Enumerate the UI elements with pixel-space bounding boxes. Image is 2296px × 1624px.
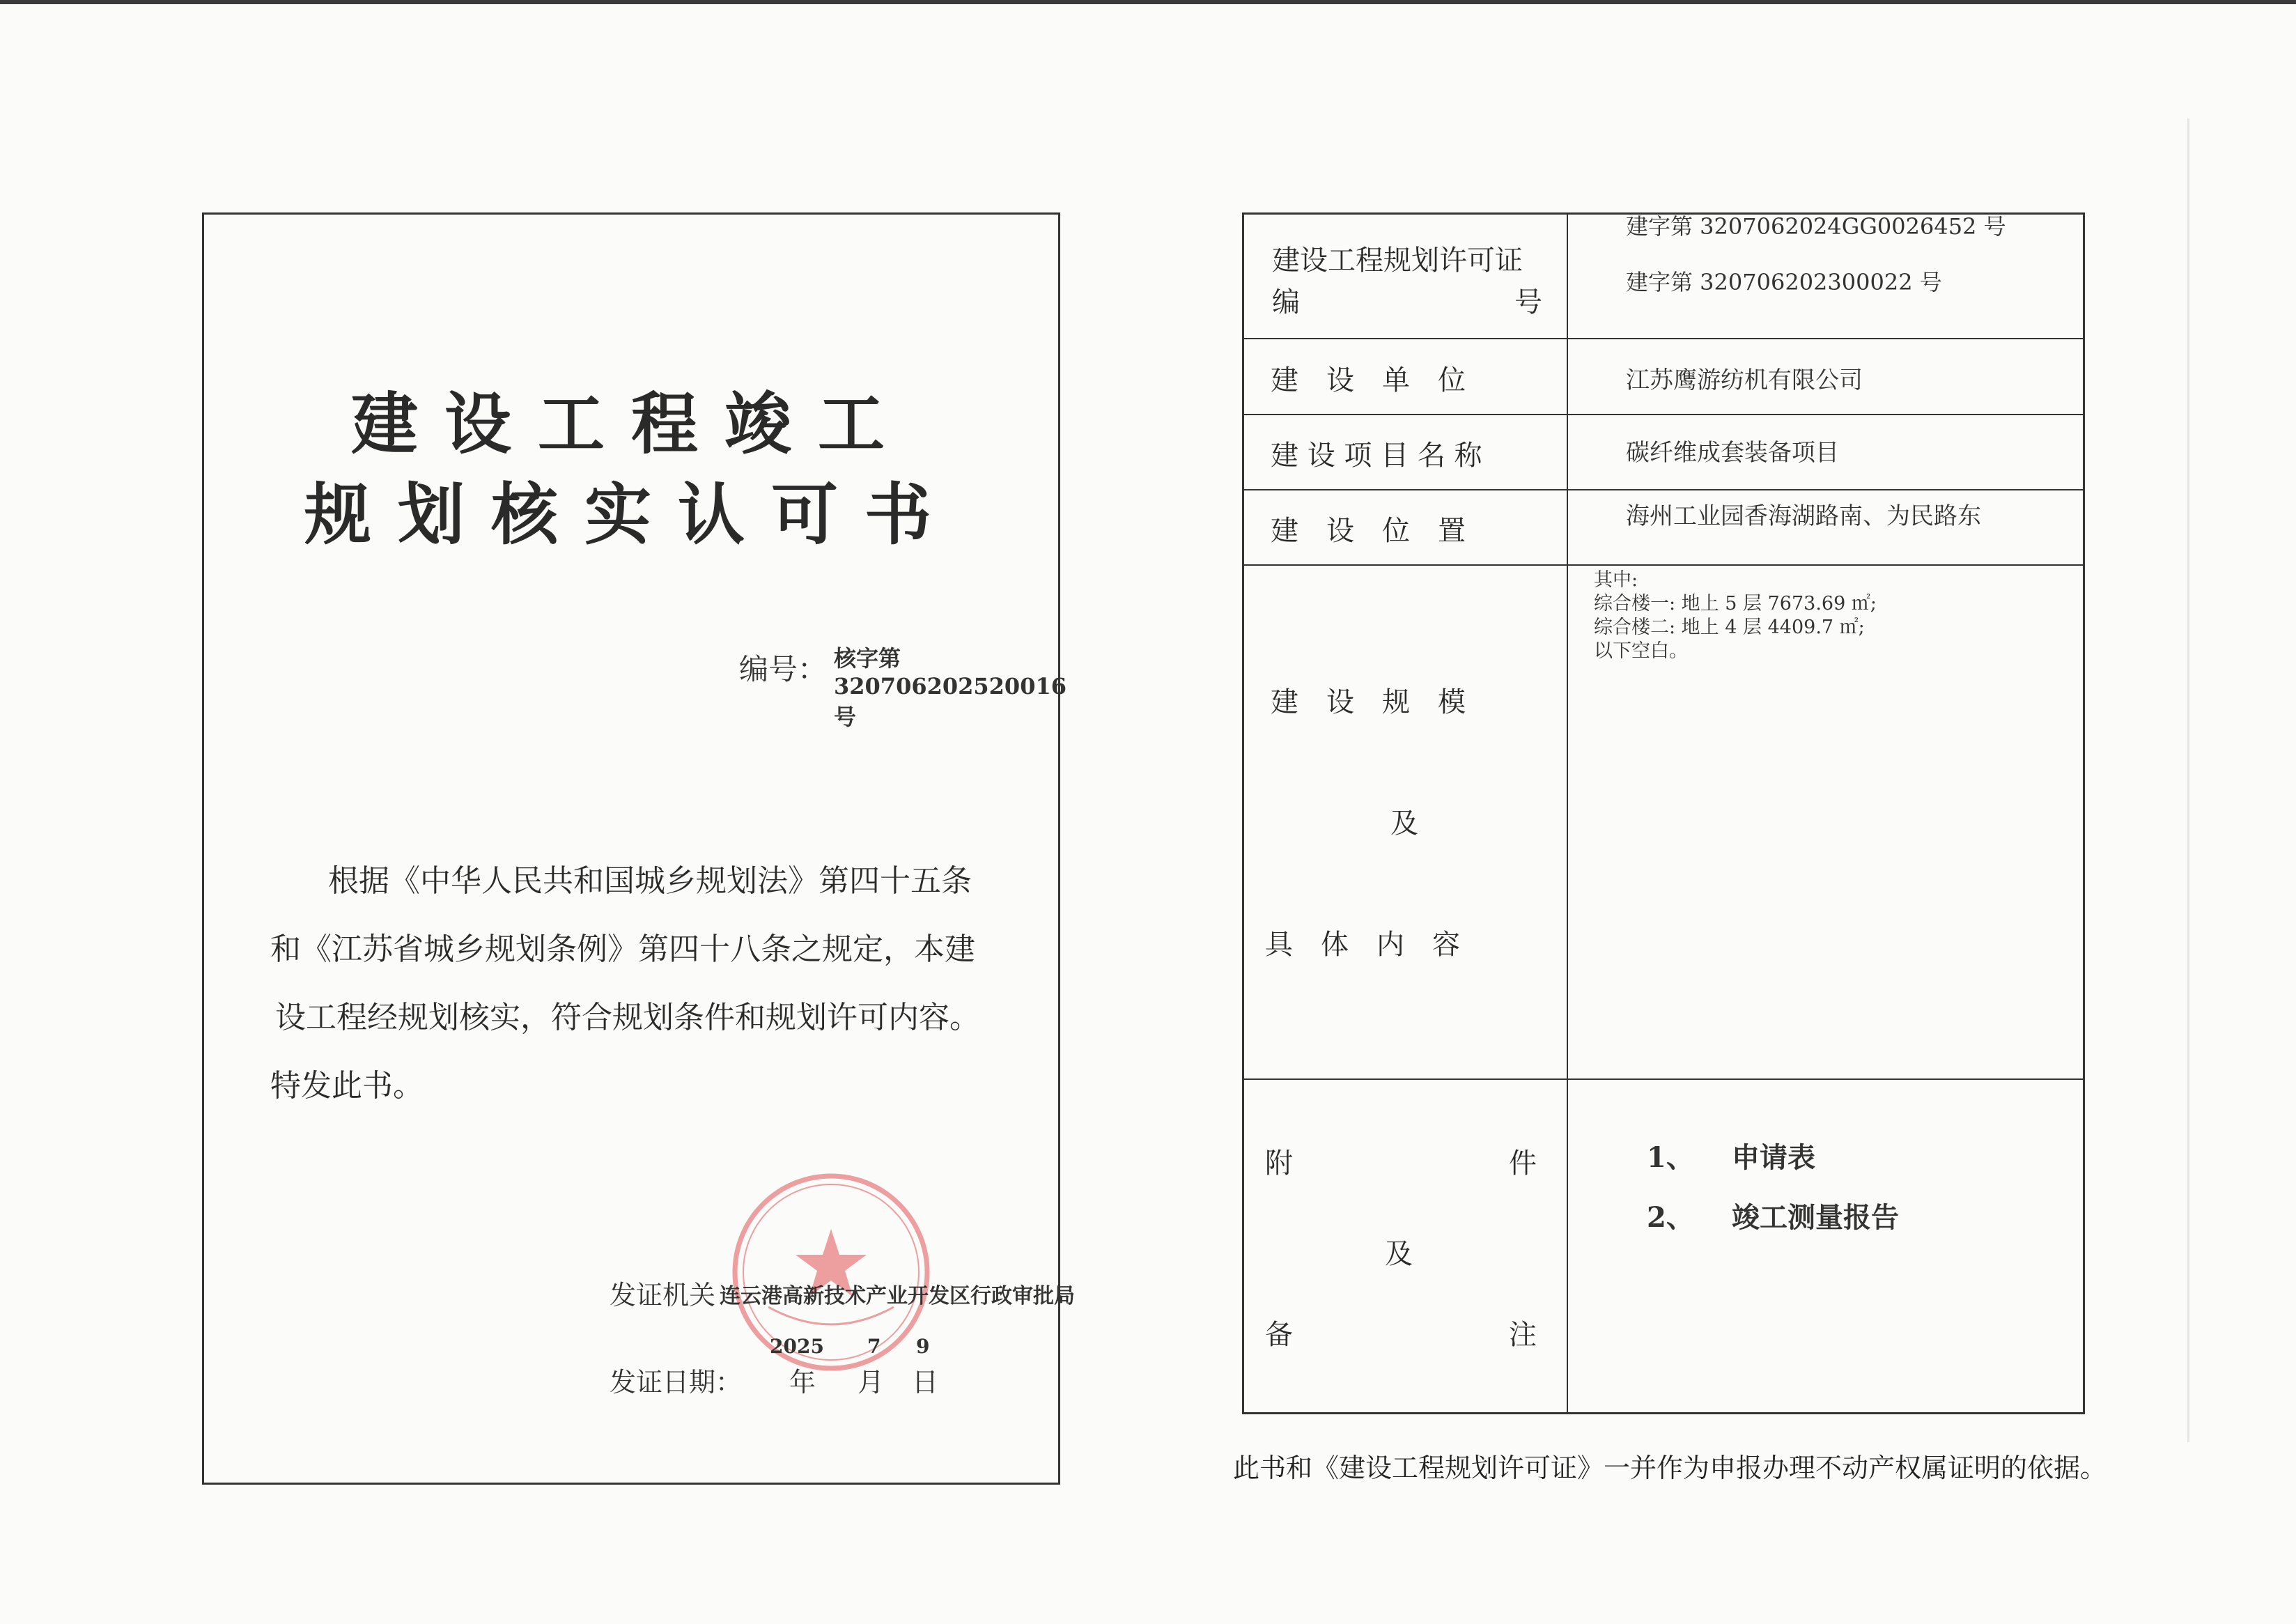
attachment-number: 1、 bbox=[1647, 1141, 1694, 1174]
body-text-line: 特发此书。 bbox=[270, 1068, 424, 1104]
document-title-line2: 规划核实认可书 bbox=[304, 475, 958, 554]
scale-detail-line: 综合楼一: 地上 5 层 7673.69 ㎡; bbox=[1594, 593, 1877, 614]
certificate-details-table bbox=[1242, 212, 2085, 1414]
table-column-divider bbox=[1567, 215, 1568, 1412]
project-name-label: 建 设 项 目 名 称 bbox=[1271, 440, 1482, 472]
document-title-line1: 建设工程竣工 bbox=[351, 385, 911, 463]
remark-label-b: 注 bbox=[1509, 1319, 1537, 1351]
attachment-item: 申请表 bbox=[1732, 1141, 1815, 1174]
body-text-line: 设工程经规划核实，符合规划条件和规划许可内容。 bbox=[275, 1000, 980, 1035]
table-row-divider bbox=[1244, 564, 2083, 566]
table-row-divider bbox=[1244, 489, 2083, 490]
scan-edge-right bbox=[2187, 118, 2189, 1442]
location-value: 海州工业园香海湖路南、为民路东 bbox=[1626, 502, 1981, 530]
table-row-divider bbox=[1244, 1078, 2083, 1080]
scale-detail-line: 其中: bbox=[1594, 569, 1638, 591]
body-text-line: 和《江苏省城乡规划条例》第四十八条之规定，本建 bbox=[270, 931, 975, 967]
attachment-label-and: 及 bbox=[1385, 1238, 1413, 1270]
certificate-number: 核字第 320706202520016 号 bbox=[834, 645, 1066, 730]
scale-detail-line: 以下空白。 bbox=[1594, 640, 1688, 662]
location-label: 建 设 位 置 bbox=[1271, 515, 1466, 547]
month-label: 月 bbox=[858, 1367, 885, 1398]
permit-number-label-b: 号 bbox=[1514, 286, 1542, 318]
permit-number-label-a: 编 bbox=[1272, 286, 1300, 318]
certificate-cover-page bbox=[202, 212, 1075, 1485]
scan-edge-top bbox=[0, 0, 2296, 4]
permit-number-value: 建字第 320706202300022 号 bbox=[1626, 269, 1942, 295]
attachment-item: 竣工测量报告 bbox=[1732, 1201, 1899, 1234]
scale-label-and: 及 bbox=[1390, 807, 1418, 840]
issuer-label: 发证机关 bbox=[610, 1280, 716, 1310]
construction-unit-label: 建 设 单 位 bbox=[1271, 364, 1466, 396]
body-text-line: 根据《中华人民共和国城乡规划法》第四十五条 bbox=[328, 863, 972, 899]
scale-label: 建 设 规 模 bbox=[1271, 686, 1466, 718]
attachment-number: 2、 bbox=[1647, 1201, 1694, 1234]
scale-detail-line: 综合楼二: 地上 4 层 4409.7 ㎡; bbox=[1594, 617, 1865, 638]
remark-label-a: 备 bbox=[1265, 1319, 1293, 1351]
year-label: 年 bbox=[789, 1367, 816, 1398]
table-row-divider bbox=[1244, 414, 2083, 415]
construction-unit-value: 江苏鹰游纺机有限公司 bbox=[1626, 366, 1863, 394]
scale-label-content: 具 体 内 容 bbox=[1265, 929, 1460, 961]
issuer-value: 连云港高新技术产业开发区行政审批局 bbox=[720, 1284, 1075, 1308]
attachment-label-b: 件 bbox=[1509, 1147, 1537, 1180]
project-name-value: 碳纤维成套装备项目 bbox=[1626, 439, 1839, 467]
day-label: 日 bbox=[912, 1367, 939, 1398]
issue-day-value: 9 bbox=[916, 1335, 930, 1358]
table-row-divider bbox=[1244, 338, 2083, 339]
attachment-label-a: 附 bbox=[1265, 1147, 1293, 1180]
permit-number-label: 建设工程规划许可证 bbox=[1272, 245, 1523, 277]
official-seal-icon bbox=[727, 1168, 936, 1377]
issue-year-value: 2025 bbox=[770, 1335, 824, 1358]
permit-number-value: 建字第 3207062024GG0026452 号 bbox=[1626, 213, 2006, 240]
footer-note: 此书和《建设工程规划许可证》一并作为申报办理不动产权属证明的依据。 bbox=[1233, 1453, 2107, 1483]
issue-month-value: 7 bbox=[867, 1335, 881, 1358]
number-label: 编号： bbox=[739, 652, 828, 686]
issue-date-label: 发证日期： bbox=[610, 1367, 743, 1398]
